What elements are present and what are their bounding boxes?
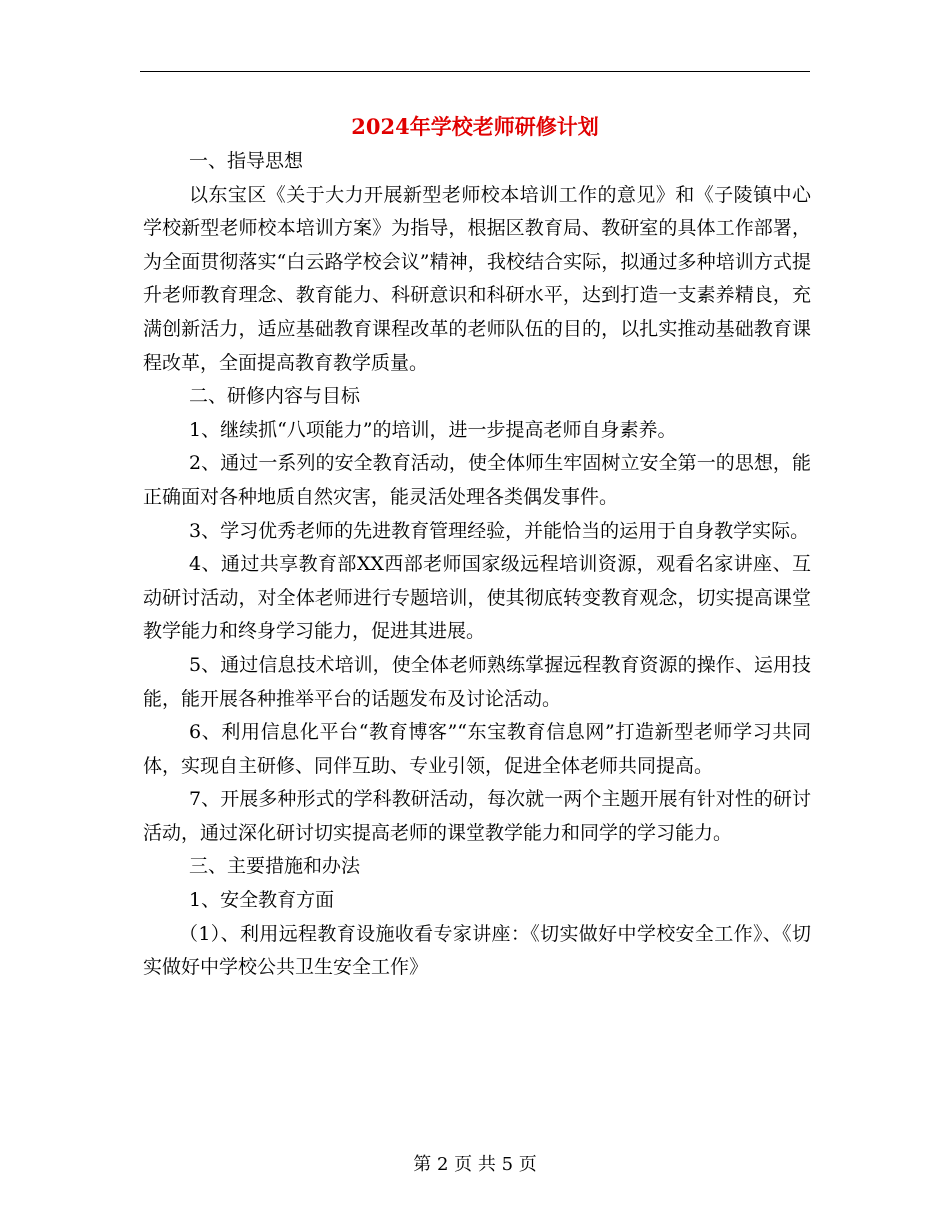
paragraph-guiding-thought: 以东宝区《关于大力开展新型老师校本培训工作的意见》和《子陵镇中心学校新型老师校本培训方案》为指导，根据区教育局、教研室的具体工作部署，为全面贯彻落实“白云路学校会议”精神，我校结合实际，拟通过多种培训方式提升老师教育理念、教育能力、科研意识和科研水平，达到打造一支素养精良，充满创新活力，适应基础教育课程改革的老师队伍的目的，以扎实推动基础教育课程改革，全面提高教育教学质量。 (143, 183, 811, 374)
document-title: 2024年学校老师研修计划 (351, 114, 599, 139)
section-heading-measures: 三、主要措施和办法 (189, 855, 361, 878)
section-heading-content-goals: 二、研修内容与目标 (189, 385, 361, 408)
goal-item-5: 5、通过信息技术培训，使全体老师熟练掌握远程教育资源的操作、运用技能，能开展各种推举平台的话题发布及讨论活动。 (143, 653, 811, 710)
goal-item-6: 6、利用信息化平台“教育博客”“东宝教育信息网”打造新型老师学习共同体，实现自主研修、同伴互助、专业引领，促进全体老师共同提高。 (143, 721, 811, 777)
goal-item-3: 3、学习优秀老师的先进教育管理经验，并能恰当的运用于自身教学实际。 (189, 519, 810, 542)
subsection-heading-safety: 1、安全教育方面 (189, 889, 335, 912)
measure-item-1: （1）、利用远程教育设施收看专家讲座：《切实做好中学校安全工作》、《切实做好中学校公共卫生安全工作》 (143, 922, 811, 979)
goal-item-4: 4、通过共享教育部XX西部老师国家级远程培训资源，观看名家讲座、互动研讨活动，对全体老师进行专题培训，使其彻底转变教育观念，切实提高课堂教学能力和终身学习能力，促进其进展。 (143, 553, 811, 643)
page-number-footer: 第 2 页 共 5 页 (413, 1154, 537, 1175)
document-body (143, 145, 811, 985)
header-rule (140, 71, 810, 72)
goal-item-2: 2、通过一系列的安全教育活动，使全体师生牢固树立安全第一的思想，能正确面对各种地质自然灾害，能灵活处理各类偶发事件。 (143, 452, 811, 508)
section-heading-guiding-thought: 一、指导思想 (189, 150, 304, 172)
goal-item-1: 1、继续抓“八项能力”的培训，进一步提高老师自身素养。 (189, 418, 677, 441)
goal-item-7: 7、开展多种形式的学科教研活动，每次就一两个主题开展有针对性的研讨活动，通过深化研讨切实提高老师的课堂教学能力和同学的学习能力。 (143, 788, 811, 844)
